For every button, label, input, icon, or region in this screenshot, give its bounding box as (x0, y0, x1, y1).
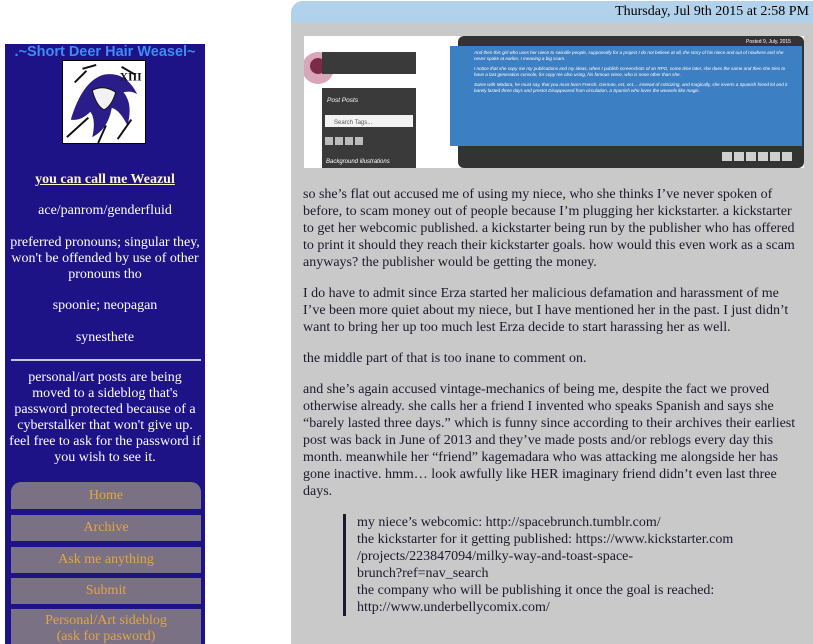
nickname-link[interactable]: you can call me Weazul (35, 172, 175, 187)
embedded-search-placeholder: Search Tags... (334, 120, 373, 126)
embedded-like-icon (722, 152, 732, 161)
quote-webcomic-link[interactable]: my niece’s webcomic: http://spacebrunch.tumblr.com/ (357, 515, 661, 530)
quote-kickstarter-line-1[interactable]: the kickstarter for it getting published: https://www.kickstarter.com (357, 532, 734, 547)
identity-text: ace/panrom/genderfluid (38, 203, 172, 218)
embedded-share-icon (782, 152, 792, 161)
embedded-paragraph-3: Same with Modara, he must say, that you must learn French, German, ect, ect.... instead of criticizing, and magically, she inverts a Spanish friend lol and it barely lasted three days and presto! Disappeared from circulation, a Spanish who loves the weasels like magic. (474, 82, 788, 93)
blog-title[interactable]: .~Short Deer Hair Weasel~ (14, 44, 196, 60)
embedded-gplus-icon (770, 152, 780, 161)
nav-sideblog-note: (ask for pasword) (56, 629, 156, 644)
post-date[interactable]: Thursday, Jul 9th 2015 at 2:58 PM (615, 4, 809, 19)
embedded-facebook-icon (746, 152, 756, 161)
nav-submit-button[interactable]: Submit (11, 578, 201, 604)
spoonie-text: spoonie; neopagan (52, 298, 158, 313)
nav-sideblog-button[interactable] (11, 609, 201, 644)
avatar (62, 60, 146, 144)
embedded-paragraph-2: I notice that she copy me my publications and my ideas, when I publish screenshots of an RPG, some time later, she does the same and then she tries to have a last generation console, for copy me also using, his famous niece, who is none other than she. (474, 66, 786, 77)
quote-kickstarter-line-3[interactable]: brunch?ref=nav_search (357, 566, 489, 581)
synesthete-text: synesthete (75, 330, 135, 345)
quote-publisher-link[interactable]: http://www.underbellycomix.com/ (357, 600, 550, 615)
post-blockquote (343, 514, 803, 616)
pronouns-text: preferred pronouns; singular they, won't be offended by use of other pronouns tho (10, 235, 200, 282)
nav-home-button[interactable]: Home (11, 482, 201, 509)
sidebar-divider (11, 359, 201, 361)
embedded-screenshot-image (304, 36, 804, 168)
embedded-screenshot[interactable] (304, 36, 804, 168)
quote-publisher-label: the company who will be publishing it once the goal is reached: (357, 583, 715, 598)
embedded-post-date: Posted 9, July, 2015 (746, 39, 791, 45)
nav-ask-button[interactable]: Ask me anything (11, 547, 201, 573)
sidebar (5, 44, 205, 644)
post-paragraph-4: and she’s again accused vintage-mechanics of being me, despite the fact we proved otherwise already. she calls her a friend I invented who speaks Spanish and says she “barely lasted three days.” which is funny since according to their archives their earliest post was back in June of 2013 and they’ve made posts and/or reblogs every day this month. meanwhile her “friend” kagemadara who was attacking me alongside her has gone inactive. hmm… look awfully like HER imaginary friend didn’t even last three days. (303, 382, 796, 499)
nav-sideblog-label: Personal/Art sideblog (45, 613, 167, 628)
embedded-background-label: Background illustrations (326, 159, 390, 165)
post-header (291, 1, 813, 23)
quote-kickstarter-line-2[interactable]: /projects/223847094/milky-way-and-toast-space- (357, 549, 634, 564)
svg-text:XIII: XIII (119, 70, 142, 84)
embedded-twitter-icon (758, 152, 768, 161)
embedded-paragraph-1: And then this girl who uses her niece to swindle people, supposedly for a project I do not believe at all, the story of his niece and out of nowhere and she never spoke at earlier, I meaning a big scam. (474, 50, 784, 61)
embedded-reblog-icon (734, 152, 744, 161)
post-paragraph-2: I do have to admit since Erza started her malicious defamation and harassment of me I’ve been more quiet about my niece, but I have mentioned her in the past. I just didn’t want to bring her up too much lest Erza decide to start harassing her as well. (303, 286, 789, 335)
nav-archive-button[interactable]: Archive (11, 515, 201, 541)
post-paragraph-3: the middle part of that is too inane to comment on. (303, 351, 587, 366)
avatar-drawing-icon (63, 61, 145, 143)
post-body (303, 186, 803, 616)
post (291, 1, 813, 644)
post-paragraph-1: so she’s flat out accused me of using my niece, who she thinks I’ve never spoken of before, to scam money out of people because I’m plugging her kickstarter. a kickstarter to get her webcomic published. a kickstarter being run by the publisher who has offered to print it should they reach their kickstarter goals. how would this even work as a scam anyways? the publisher would be getting the money. (303, 187, 795, 270)
private-note: personal/art posts are being moved to a sideblog that's password protected because of a cyberstalker that won't give up. feel free to ask for the password if you wish to see it. (9, 370, 201, 465)
embedded-nav-post: Post Posts (327, 97, 359, 104)
